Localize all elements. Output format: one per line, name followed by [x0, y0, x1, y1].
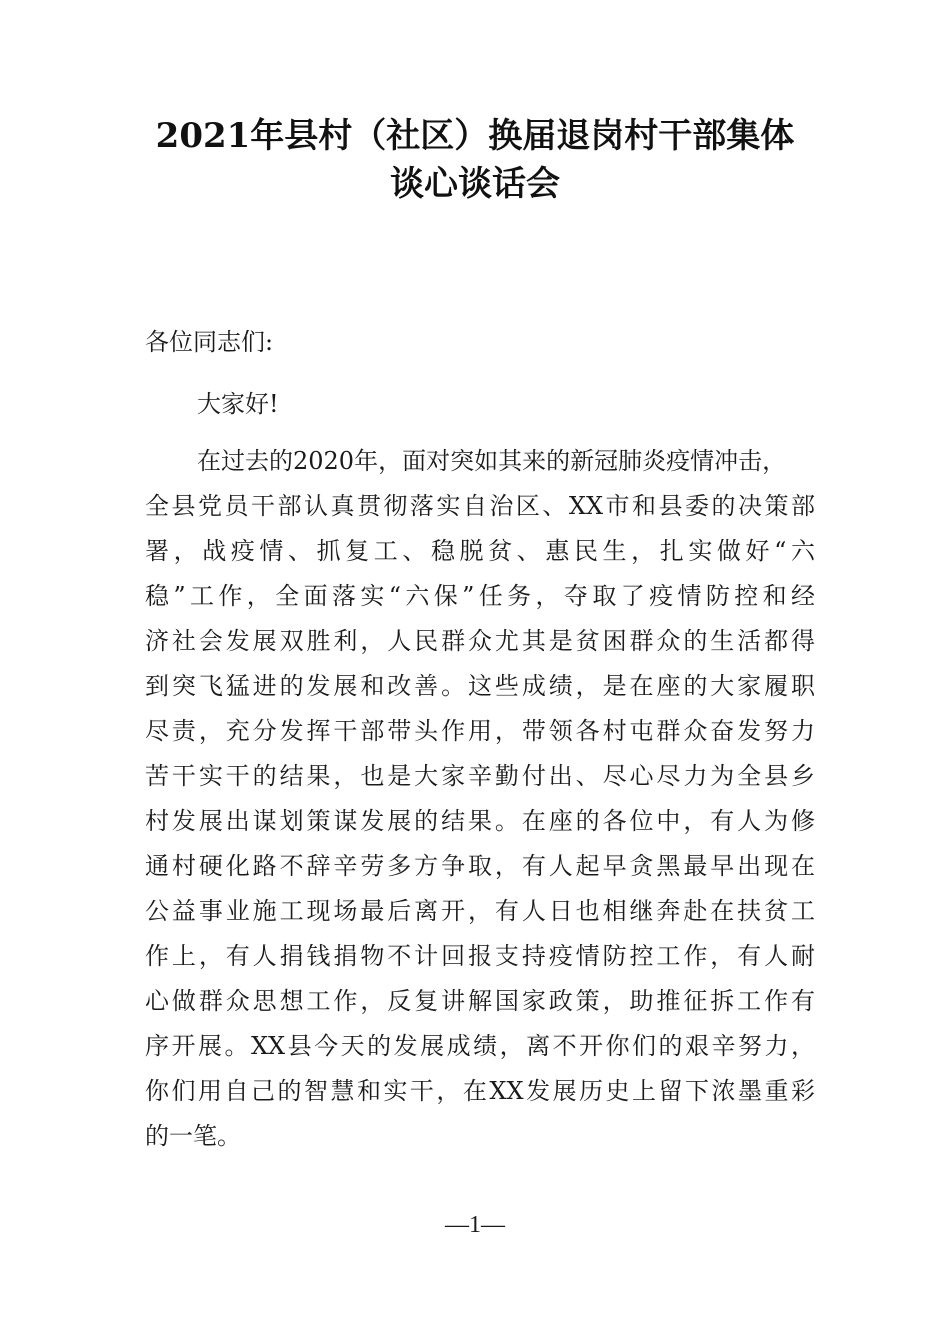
paragraph-line: 全县党员干部认真贯彻落实自治区、XX市和县委的决策部	[145, 492, 815, 520]
paragraph-line: 苦干实干的结果，也是大家辛勤付出、尽心尽力为全县乡	[145, 762, 815, 790]
paragraph-line: 公益事业施工现场最后离开，有人日也相继奔赴在扶贫工	[145, 897, 815, 925]
paragraph-line: 署，战疫情、抓复工、稳脱贫、惠民生，扎实做好“六	[145, 537, 815, 565]
paragraph-line: 序开展。XX县今天的发展成绩，离不开你们的艰辛努力，	[145, 1032, 815, 1060]
paragraph-line: 在过去的2020年，面对突如其来的新冠肺炎疫情冲击，	[197, 447, 787, 475]
paragraph-line: 的一笔。	[145, 1122, 241, 1150]
page-number: —1—	[445, 1212, 505, 1238]
document-title	[120, 112, 830, 208]
paragraph-line: 济社会发展双胜利，人民群众尤其是贫困群众的生活都得	[145, 627, 815, 655]
greeting: 大家好!	[197, 390, 279, 418]
paragraph-line: 稳”工作，全面落实“六保”任务，夺取了疫情防控和经	[145, 582, 815, 610]
title-line-2: 谈心谈话会	[390, 164, 560, 204]
paragraph-line: 作上，有人捐钱捐物不计回报支持疫情防控工作，有人耐	[145, 942, 815, 970]
paragraph-line: 通村硬化路不辞辛劳多方争取，有人起早贪黑最早出现在	[145, 852, 815, 880]
salutation: 各位同志们:	[145, 328, 274, 356]
paragraph-line: 尽责，充分发挥干部带头作用，带领各村屯群众奋发努力	[145, 717, 815, 745]
paragraph-line: 到突飞猛进的发展和改善。这些成绩，是在座的大家履职	[145, 672, 815, 700]
paragraph-line: 你们用自己的智慧和实干，在XX发展历史上留下浓墨重彩	[145, 1077, 815, 1105]
body-paragraph	[145, 439, 815, 1159]
paragraph-line: 心做群众思想工作，反复讲解国家政策，助推征拆工作有	[145, 987, 815, 1015]
paragraph-line: 村发展出谋划策谋发展的结果。在座的各位中，有人为修	[145, 807, 815, 835]
title-line-1: 2021年县村（社区）换届退岗村干部集体	[155, 116, 795, 156]
